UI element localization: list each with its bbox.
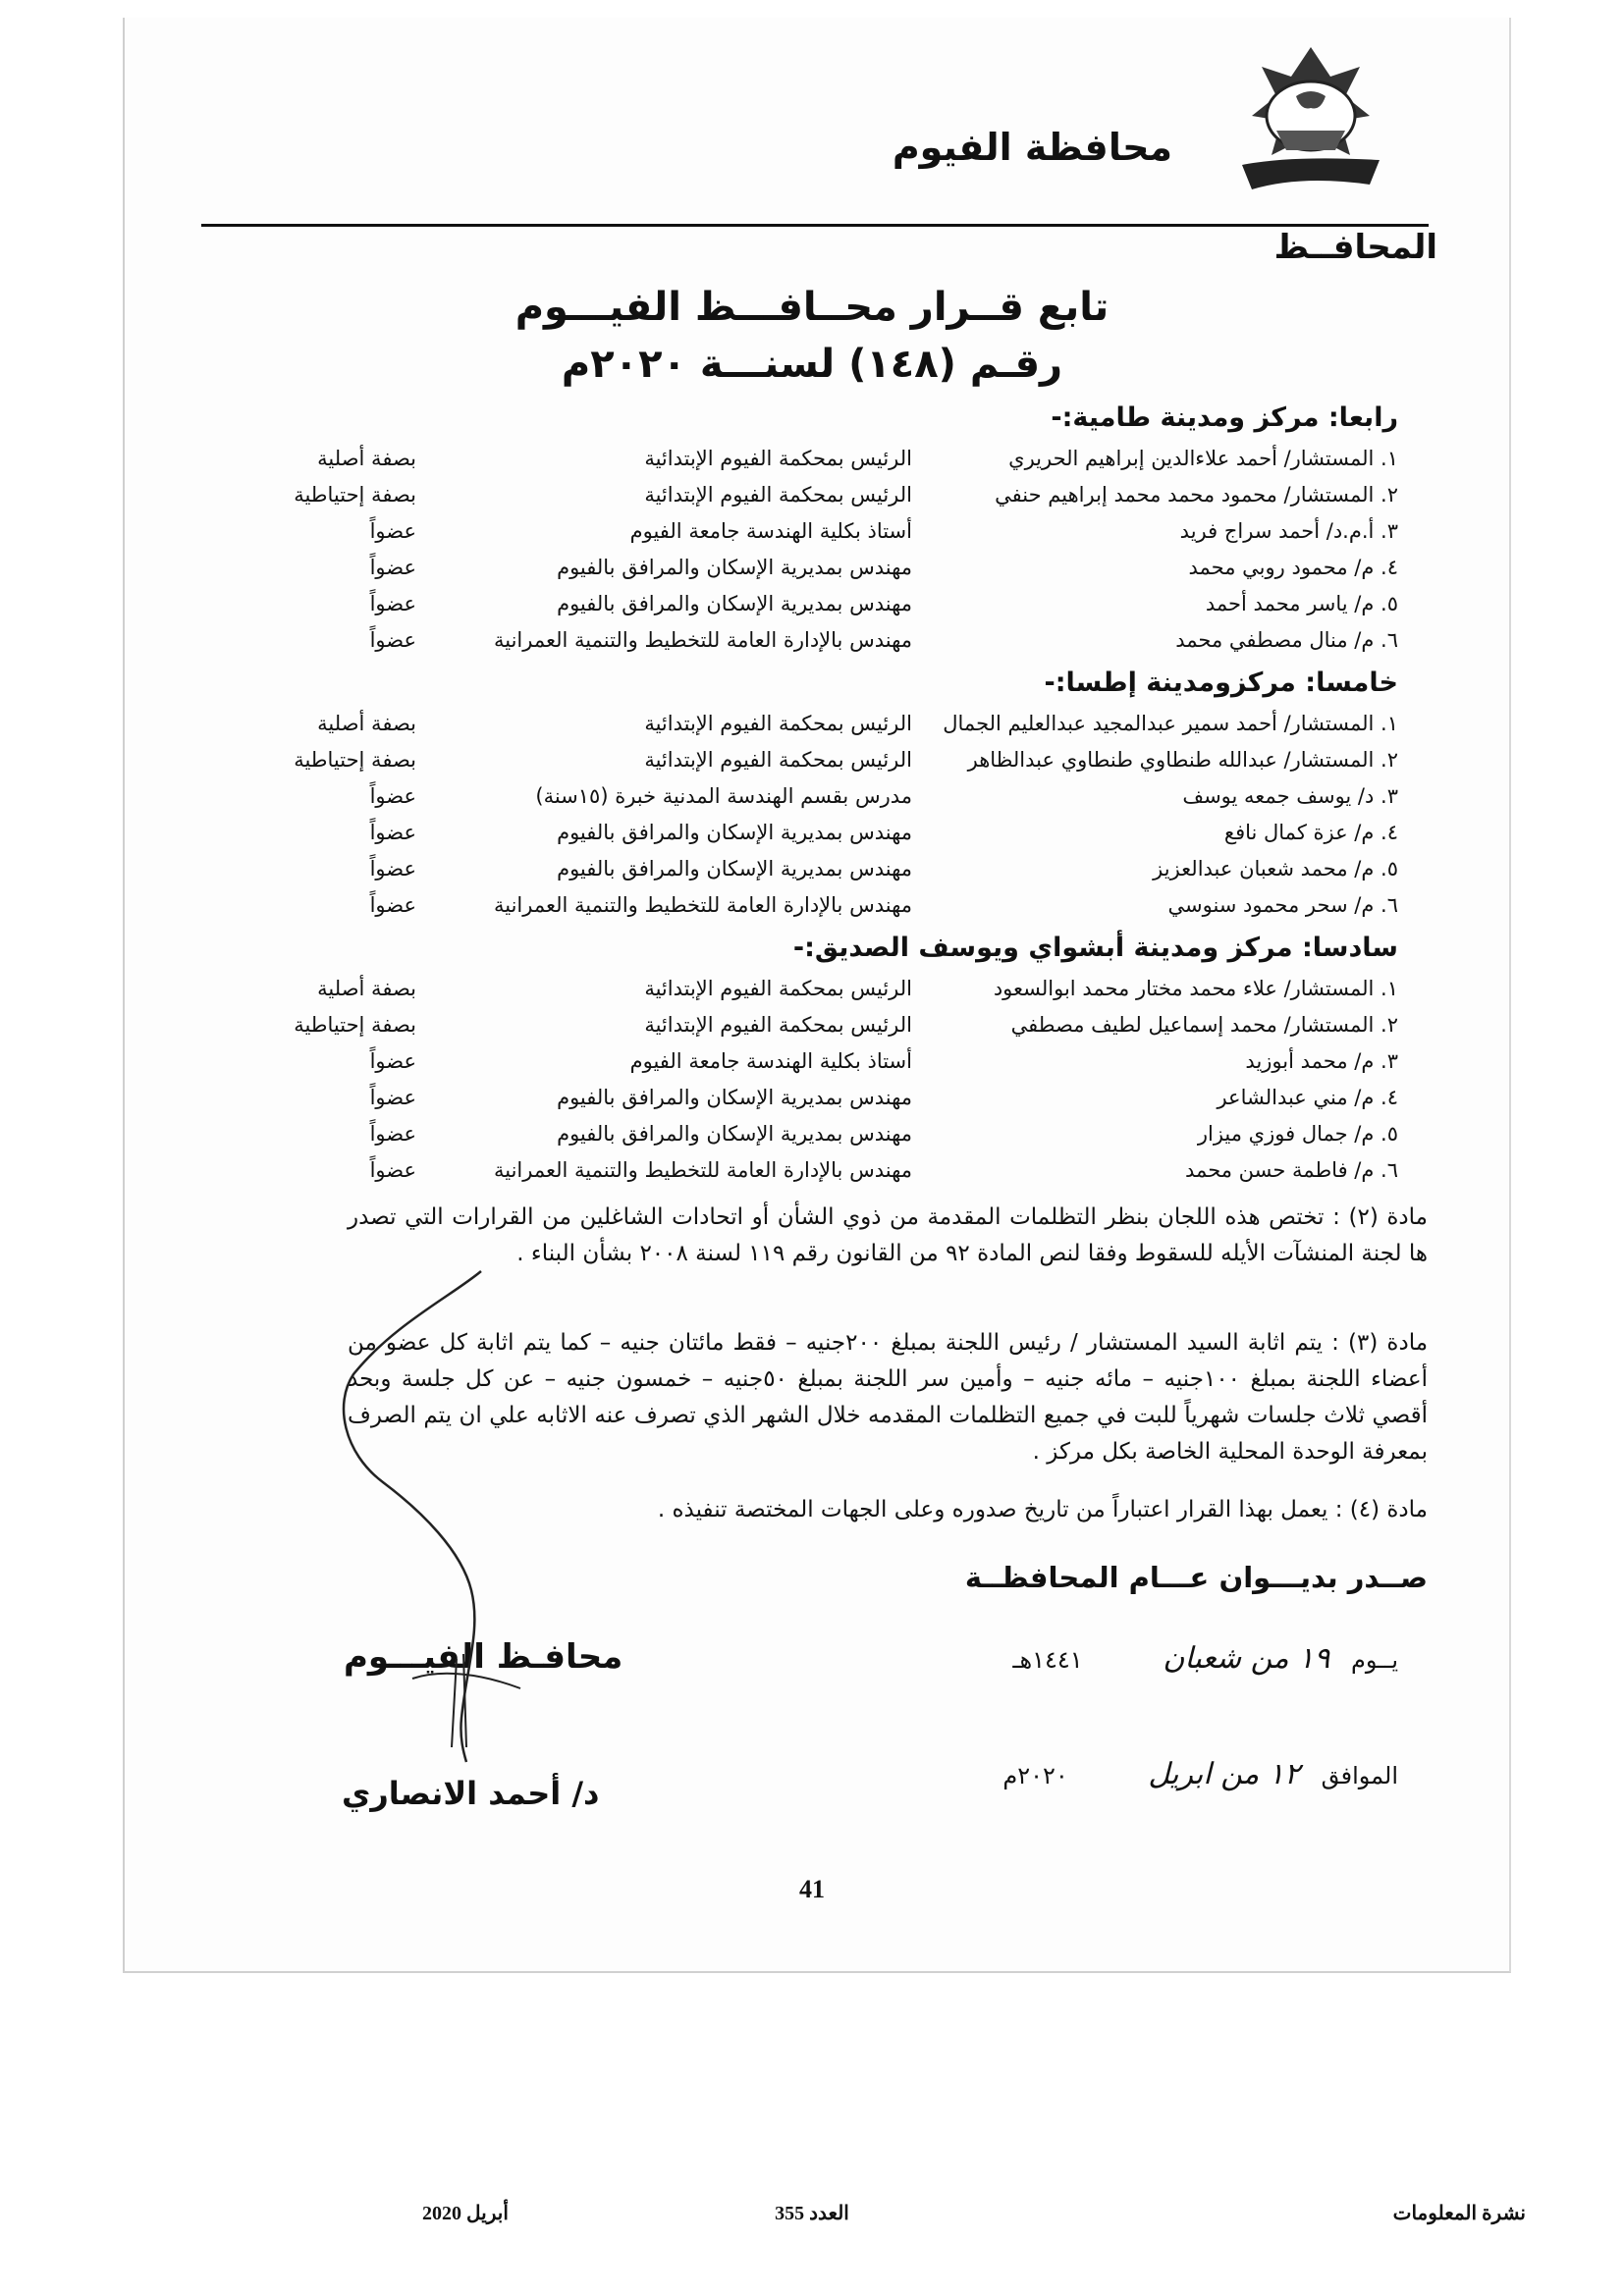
member-position: الرئيس بمحكمة الفيوم الإبتدائية	[644, 447, 912, 470]
member-name: ٤. م/ عزة كمال نافع	[1223, 821, 1398, 844]
member-position: مهندس بمديرية الإسكان والمرافق بالفيوم	[557, 1086, 912, 1109]
member-position: مدرس بقسم الهندسة المدنية خبرة (١٥سنة)	[535, 784, 912, 808]
member-name: ١. المستشار/ أحمد علاءالدين إبراهيم الحريري	[1008, 447, 1398, 470]
date-greg-prefix: الموافق	[1321, 1762, 1398, 1789]
footer-issue: العدد 355	[775, 2203, 849, 2224]
date-hijri-year: ١٤٤١هـ	[1012, 1646, 1083, 1674]
member-status: عضواً	[369, 857, 416, 881]
member-position: مهندس بالإدارة العامة للتخطيط والتنمية العمرانية	[493, 893, 912, 917]
member-name: ٥. م/ جمال فوزي ميزار	[1197, 1122, 1398, 1146]
signatory-name: د/ أحمد الانصاري	[342, 1775, 600, 1812]
section-heading: خامسا: مركزومدينة إطسا:-	[1044, 667, 1398, 698]
issued-at: صــدر بديـــوان عـــام المحافظــة	[964, 1561, 1428, 1594]
member-status: عضواً	[369, 592, 416, 615]
member-name: ٤. م/ محمود روبي محمد	[1188, 556, 1398, 579]
member-name: ٥. م/ ياسر محمد أحمد	[1205, 592, 1398, 615]
member-position: مهندس بمديرية الإسكان والمرافق بالفيوم	[557, 821, 912, 844]
member-position: الرئيس بمحكمة الفيوم الإبتدائية	[644, 748, 912, 772]
decision-number: رقـم (١٤٨) لسنـــة ٢٠٢٠م	[561, 342, 1063, 387]
member-status: عضواً	[369, 1158, 416, 1182]
date-gregorian	[1002, 1757, 1398, 1791]
article-3: مادة (٣) : يتم اثابة السيد المستشار / رئيس اللجنة بمبلغ ٢٠٠جنيه – فقط مائتان جنيه – كما يتم اثابة كل عضو من أعضاء اللجنة بمبلغ ١٠٠جنيه – مائه جنيه – وأمين سر اللجنة بمبلغ ٥٠جنيه – خمسون جنيه – عن كل جلسة وبحد أقصي ثلاث جلسات شهرياً للبت في جميع التظلمات المقدمه خلال الشهر الذي تصرف عنه الاثابه علي ان يتم الصرف بمعرفة الوحدة المحلية الخاصة بكل مركز .	[348, 1330, 1429, 1465]
article-2: مادة (٢) : تختص هذه اللجان بنظر التظلمات المقدمة من ذوي الشأن أو اتحادات الشاغلين من القرارات التي تصدر ها لجنة المنشآت الأيله للسقوط وفقا لنص المادة ٩٢ من القانون رقم ١١٩ لسنة ٢٠٠٨ بشأن البناء .	[348, 1204, 1428, 1266]
member-row	[259, 592, 1398, 625]
member-row	[259, 857, 1398, 890]
member-name: ٢. المستشار/ عبدالله طنطاوي طنطاوي عبدالظاهر	[967, 748, 1398, 772]
member-name: ٣. د/ يوسف جمعه يوسف	[1182, 784, 1398, 808]
date-greg-year: ٢٠٢٠م	[1002, 1762, 1068, 1789]
section-heading: رابعا: مركز ومدينة طامية:-	[1051, 402, 1398, 433]
member-status: عضواً	[369, 821, 416, 844]
member-status: عضواً	[369, 519, 416, 543]
member-status: عضواً	[369, 1122, 416, 1146]
section-heading: سادسا: مركز ومدينة أبشواي ويوسف الصديق:-	[792, 933, 1398, 963]
member-position: الرئيس بمحكمة الفيوم الإبتدائية	[644, 483, 912, 507]
member-row	[259, 712, 1398, 745]
member-row	[259, 1158, 1398, 1192]
member-row	[259, 748, 1398, 781]
member-status: عضواً	[369, 628, 416, 652]
member-row	[259, 628, 1398, 662]
member-position: مهندس بالإدارة العامة للتخطيط والتنمية العمرانية	[493, 628, 912, 652]
member-row	[259, 893, 1398, 927]
member-name: ٣. م/ محمد أبوزيد	[1245, 1049, 1398, 1073]
member-position: أستاذ بكلية الهندسة جامعة الفيوم	[629, 519, 912, 543]
member-status: عضواً	[369, 784, 416, 808]
member-name: ١. المستشار/ علاء محمد مختار محمد ابوالسعود	[993, 977, 1398, 1000]
member-row	[259, 1086, 1398, 1119]
article-4: مادة (٤) : يعمل بهذا القرار اعتباراً من تاريخ صدوره وعلى الجهات المختصة تنفيذه .	[657, 1497, 1428, 1522]
member-status: بصفة إحتياطية	[294, 1013, 416, 1037]
member-row	[259, 483, 1398, 516]
signatory-title: محافـظ الفيـــوم	[344, 1637, 623, 1677]
governorate-logo	[1232, 37, 1389, 194]
member-position: مهندس بمديرية الإسكان والمرافق بالفيوم	[557, 857, 912, 881]
member-row	[259, 447, 1398, 480]
member-status: بصفة إحتياطية	[294, 748, 416, 772]
member-row	[259, 784, 1398, 818]
member-name: ٥. م/ محمد شعبان عبدالعزيز	[1153, 857, 1398, 881]
office-title: المحافــظ	[1273, 228, 1437, 267]
member-status: عضواً	[369, 893, 416, 917]
member-position: مهندس بمديرية الإسكان والمرافق بالفيوم	[557, 556, 912, 579]
member-status: بصفة أصلية	[317, 447, 416, 470]
member-name: ٤. م/ مني عبدالشاعر	[1217, 1086, 1398, 1109]
footer-publication: نشرة المعلومات	[1392, 2203, 1526, 2224]
member-row	[259, 1122, 1398, 1155]
date-hijri-handwritten: ١٩ من شعبان	[1163, 1641, 1330, 1676]
member-name: ٢. المستشار/ محمد إسماعيل لطيف مصطفي	[1010, 1013, 1398, 1037]
date-hijri	[1012, 1641, 1398, 1676]
decision-title: تابع قــرار محــافـــظ الفيـــوم	[514, 285, 1110, 330]
member-row	[259, 556, 1398, 589]
member-status: عضواً	[369, 1049, 416, 1073]
member-name: ٦. م/ منال مصطفي محمد	[1175, 628, 1398, 652]
member-position: الرئيس بمحكمة الفيوم الإبتدائية	[644, 1013, 912, 1037]
member-position: مهندس بمديرية الإسكان والمرافق بالفيوم	[557, 592, 912, 615]
member-name: ٦. م/ فاطمة حسن محمد	[1185, 1158, 1398, 1182]
footer-date: أبريل 2020	[422, 2203, 509, 2224]
handwritten-signature	[295, 1256, 707, 1767]
member-name: ٢. المستشار/ محمود محمد محمد إبراهيم حنفي	[995, 483, 1398, 507]
member-position: مهندس بمديرية الإسكان والمرافق بالفيوم	[557, 1122, 912, 1146]
member-status: عضواً	[369, 1086, 416, 1109]
page-number: 41	[799, 1875, 825, 1903]
member-position: أستاذ بكلية الهندسة جامعة الفيوم	[629, 1049, 912, 1073]
header-divider	[201, 224, 1429, 227]
date-greg-handwritten: ١٢ من ابريل	[1148, 1757, 1300, 1791]
governorate-name: محافظة الفيوم	[892, 126, 1172, 169]
member-position: مهندس بالإدارة العامة للتخطيط والتنمية العمرانية	[493, 1158, 912, 1182]
member-status: بصفة أصلية	[317, 712, 416, 735]
date-hijri-prefix: يــوم	[1351, 1646, 1398, 1674]
member-status: بصفة أصلية	[317, 977, 416, 1000]
member-row	[259, 821, 1398, 854]
member-status: عضواً	[369, 556, 416, 579]
member-row	[259, 1049, 1398, 1083]
member-row	[259, 519, 1398, 553]
member-position: الرئيس بمحكمة الفيوم الإبتدائية	[644, 977, 912, 1000]
member-status: بصفة إحتياطية	[294, 483, 416, 507]
member-name: ١. المستشار/ أحمد سمير عبدالمجيد عبدالعليم الجمال	[943, 712, 1398, 735]
member-row	[259, 1013, 1398, 1046]
member-name: ٣. أ.م.د/ أحمد سراج فريد	[1179, 519, 1398, 543]
member-name: ٦. م/ سحر محمود سنوسي	[1167, 893, 1398, 917]
member-row	[259, 977, 1398, 1010]
member-position: الرئيس بمحكمة الفيوم الإبتدائية	[644, 712, 912, 735]
